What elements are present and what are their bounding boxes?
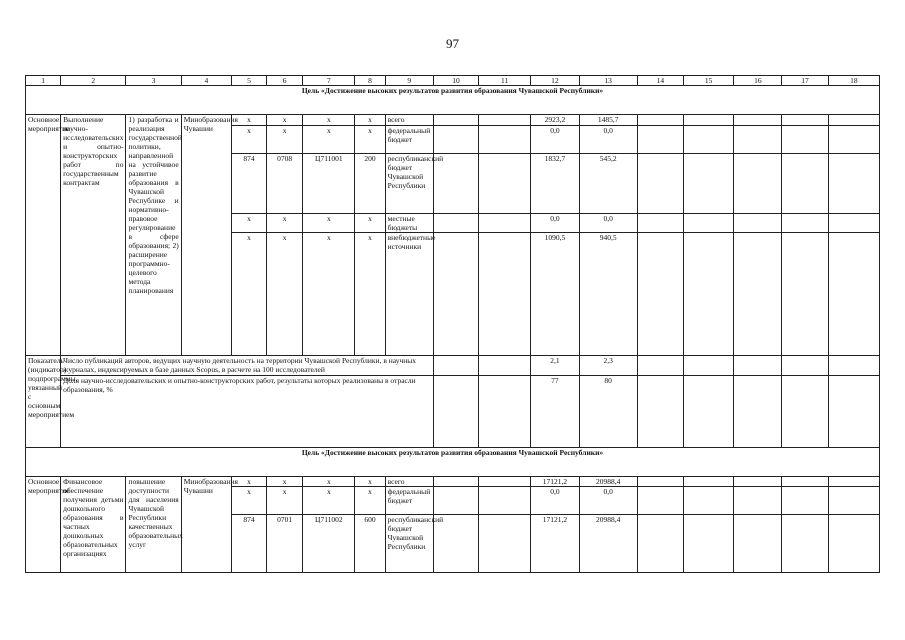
col-num: 16	[734, 76, 782, 86]
section1-executor: Минобразования Чувашии	[181, 115, 231, 356]
table-cell: x	[355, 233, 385, 356]
table-cell: федеральный бюджет	[385, 487, 433, 515]
col-num: 3	[126, 76, 181, 86]
table-cell: местные бюджеты	[385, 214, 433, 233]
table-cell: 600	[355, 515, 385, 573]
table-cell: 545,2	[579, 154, 637, 214]
table-cell: 874	[231, 154, 266, 214]
table-cell: 940,5	[579, 233, 637, 356]
table-cell: 2,1	[531, 356, 579, 376]
section1-goal: 1) разработка и реализация государственной политики, направленной на устойчивое развитие образования в Чувашской Республике и нормативно-правовое регулирование в сфере образования; 2) расширение программно-целевого метода планирования	[126, 115, 181, 356]
table-cell: 17121,2	[531, 515, 579, 573]
section2-executor: Минобразования Чувашии	[181, 477, 231, 573]
table-cell: x	[231, 487, 266, 515]
program-table	[25, 75, 880, 573]
section2-goal: повышение доступности для населения Чувашской Республики качественных образовательных услуг	[126, 477, 181, 573]
table-cell: внебюджетные источники	[385, 233, 433, 356]
table-cell: x	[231, 126, 266, 154]
table-cell: x	[231, 115, 266, 126]
table-cell: x	[267, 126, 303, 154]
section1-name: Выполнение научно-исследовательских и опытно-конструкторских работ по государственным контрактам	[61, 115, 126, 356]
table-cell: x	[267, 487, 303, 515]
table-cell: 20988,4	[579, 515, 637, 573]
col-num: 5	[231, 76, 266, 86]
col-num: 7	[303, 76, 355, 86]
section2-name: Финансовое обеспечение получения детьми дошкольного образования в частных дошкольных образовательных организациях	[61, 477, 126, 573]
table-cell: федеральный бюджет	[385, 126, 433, 154]
goal-title: Цель «Достижение высоких результатов развития образования Чувашской Республики»	[26, 448, 880, 477]
table-cell: республиканский бюджет Чувашской Республики	[385, 154, 433, 214]
col-num: 14	[637, 76, 683, 86]
table-cell: всего	[385, 115, 433, 126]
table-cell: Ц711001	[303, 154, 355, 214]
indicator-text: Доля научно-исследовательских и опытно-конструкторских работ, результаты которых реализованы в отрасли образования, %	[61, 376, 434, 448]
table-cell: республиканский бюджет Чувашской Республики	[385, 515, 433, 573]
table-cell: x	[267, 214, 303, 233]
col-num: 11	[479, 76, 531, 86]
table-cell: 0,0	[531, 126, 579, 154]
col-num: 10	[433, 76, 478, 86]
indicator-text: Число публикаций авторов, ведущих научную деятельность на территории Чувашской Республики, в научных журналах, индексируемых в базе данных Scopus, в расчете на 100 исследователей	[61, 356, 434, 376]
table-cell: x	[355, 214, 385, 233]
table-cell: x	[355, 126, 385, 154]
table-cell: 0708	[267, 154, 303, 214]
indicator-label: Показатель (индикатор) подпрограммы, увязанный с основным мероприятием	[26, 356, 61, 448]
table-cell: x	[231, 214, 266, 233]
table-cell: x	[303, 126, 355, 154]
table-cell: 1485,7	[579, 115, 637, 126]
table-cell: 0,0	[531, 487, 579, 515]
indicator-row	[26, 376, 880, 448]
col-num: 13	[579, 76, 637, 86]
col-num: 4	[181, 76, 231, 86]
col-num: 12	[531, 76, 579, 86]
table-row	[26, 477, 880, 487]
table-cell: x	[303, 115, 355, 126]
table-cell: всего	[385, 477, 433, 487]
table-cell: 0,0	[531, 214, 579, 233]
section1-type: Основное мероприятие	[26, 115, 61, 356]
table-cell: 0,0	[579, 214, 637, 233]
column-number-row	[26, 76, 880, 86]
table-cell: x	[355, 487, 385, 515]
table-cell: 2923,2	[531, 115, 579, 126]
table-cell: x	[267, 477, 303, 487]
table-cell: 1090,5	[531, 233, 579, 356]
col-num: 8	[355, 76, 385, 86]
goal-title: Цель «Достижение высоких результатов развития образования Чувашской Республики»	[26, 86, 880, 115]
col-num: 6	[267, 76, 303, 86]
table-cell: x	[303, 233, 355, 356]
table-cell: x	[231, 477, 266, 487]
table-cell: 200	[355, 154, 385, 214]
table-cell: 77	[531, 376, 579, 448]
table-cell: 874	[231, 515, 266, 573]
table-cell: 80	[579, 376, 637, 448]
table-cell: x	[303, 214, 355, 233]
page-number: 97	[446, 36, 459, 51]
col-num: 9	[385, 76, 433, 86]
col-num: 17	[782, 76, 828, 86]
table-cell: x	[231, 233, 266, 356]
table-cell: 0701	[267, 515, 303, 573]
table-cell: x	[303, 487, 355, 515]
table-cell: x	[355, 477, 385, 487]
indicator-row	[26, 356, 880, 376]
table-cell: x	[267, 115, 303, 126]
table-cell: 20988,4	[579, 477, 637, 487]
table-cell: x	[303, 477, 355, 487]
col-num: 2	[61, 76, 126, 86]
col-num: 15	[683, 76, 733, 86]
table-cell: x	[355, 115, 385, 126]
col-num: 18	[828, 76, 879, 86]
table-cell: 0,0	[579, 126, 637, 154]
table-cell: 17121,2	[531, 477, 579, 487]
table-cell: 2,3	[579, 356, 637, 376]
col-num: 1	[26, 76, 61, 86]
table-cell: 1832,7	[531, 154, 579, 214]
table-row	[26, 115, 880, 126]
section2-type: Основное мероприятие	[26, 477, 61, 573]
table-cell: x	[267, 233, 303, 356]
table-cell: Ц711002	[303, 515, 355, 573]
table-cell: 0,0	[579, 487, 637, 515]
